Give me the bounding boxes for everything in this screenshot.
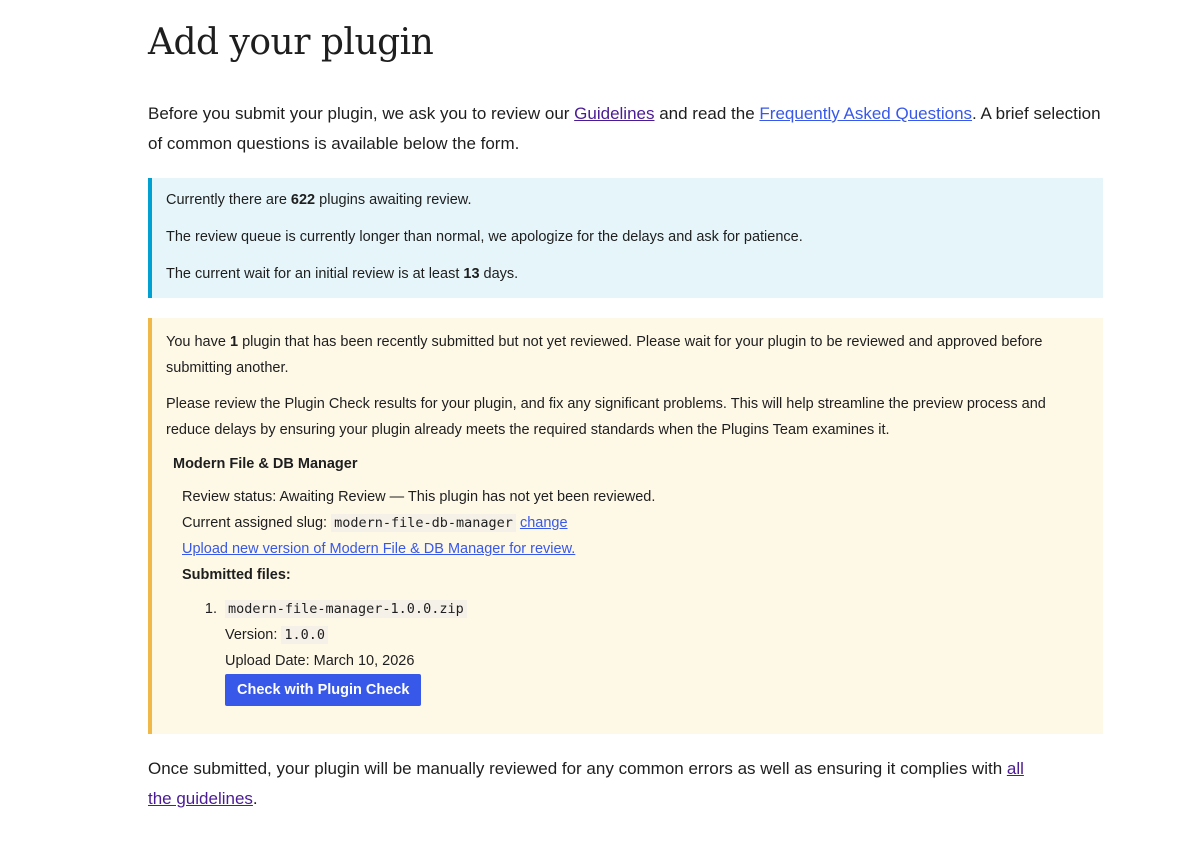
queue-wait-line xyxy=(166,264,1103,284)
file-name-line xyxy=(225,596,1103,622)
pending-message xyxy=(166,329,1086,381)
check-with-plugin-check-button[interactable]: Check with Plugin Check xyxy=(225,674,421,706)
outro-paragraph xyxy=(148,754,1048,814)
page-title: Add your plugin xyxy=(148,22,434,63)
queue-wait-suffix: days. xyxy=(479,266,519,282)
queue-notice xyxy=(148,178,1103,298)
queue-count: 622 xyxy=(290,192,316,208)
file-upload-date: Upload Date: March 10, 2026 xyxy=(225,653,415,669)
queue-wait-prefix: The current wait for an initial review is at least xyxy=(166,266,464,282)
guidelines-link[interactable]: Guidelines xyxy=(574,104,655,123)
queue-count-line xyxy=(166,190,1103,210)
pending-count: 1 xyxy=(229,334,239,350)
plugin-details xyxy=(182,484,1103,706)
queue-wait-days: 13 xyxy=(463,266,480,282)
queue-count-prefix: Currently there are xyxy=(166,192,291,208)
all-guidelines-link[interactable]: all the guidelines xyxy=(148,759,1024,808)
submitted-files-list xyxy=(182,596,1103,706)
queue-count-suffix: plugins awaiting review. xyxy=(315,192,472,208)
intro-paragraph xyxy=(148,99,1103,159)
file-name: modern-file-manager-1.0.0.zip xyxy=(225,600,467,618)
review-status: Review status: Awaiting Review — This plugin has not yet been reviewed. xyxy=(182,489,656,505)
change-slug-link[interactable]: change xyxy=(519,515,568,531)
pending-submission-notice xyxy=(148,318,1103,734)
plugin-name: Modern File & DB Manager xyxy=(173,456,358,472)
version-label: Version: xyxy=(225,627,282,643)
plugin-check-message: Please review the Plugin Check results for your plugin, and fix any significant problems. This will help streamline the preview process and reduce delays by ensuring your plugin already meets the required standards when the Plugins Team examines it. xyxy=(166,396,1046,438)
intro-text-before: Before you submit your plugin, we ask you to review our xyxy=(148,104,575,123)
file-version: 1.0.0 xyxy=(281,626,328,644)
list-item xyxy=(221,596,1103,706)
intro-text-middle: and read the xyxy=(654,104,760,123)
submitted-files-label: Submitted files: xyxy=(182,567,291,583)
intro-text-after: . A brief selection of common questions is available below the form. xyxy=(148,104,1101,153)
slug-label: Current assigned slug: xyxy=(182,515,332,531)
pending-message-suffix: plugin that has been recently submitted but not yet reviewed. Please wait for your plugin to be reviewed and approved before submitting another. xyxy=(166,334,1043,376)
outro-text-before: Once submitted, your plugin will be manually reviewed for any common errors as well as ensuring it complies with xyxy=(148,759,1007,778)
file-version-line xyxy=(225,622,1103,648)
upload-new-version-link[interactable]: Upload new version of Modern File & DB Manager for review. xyxy=(182,541,576,557)
outro-text-after: . xyxy=(252,789,258,808)
plugin-slug: modern-file-db-manager xyxy=(331,514,516,532)
queue-delay-line: The review queue is currently longer than normal, we apologize for the delays and ask for patience. xyxy=(166,229,803,245)
faq-link[interactable]: Frequently Asked Questions xyxy=(759,104,973,123)
slug-line xyxy=(182,510,1103,536)
pending-message-prefix: You have xyxy=(166,334,230,350)
upload-line xyxy=(182,536,1103,562)
